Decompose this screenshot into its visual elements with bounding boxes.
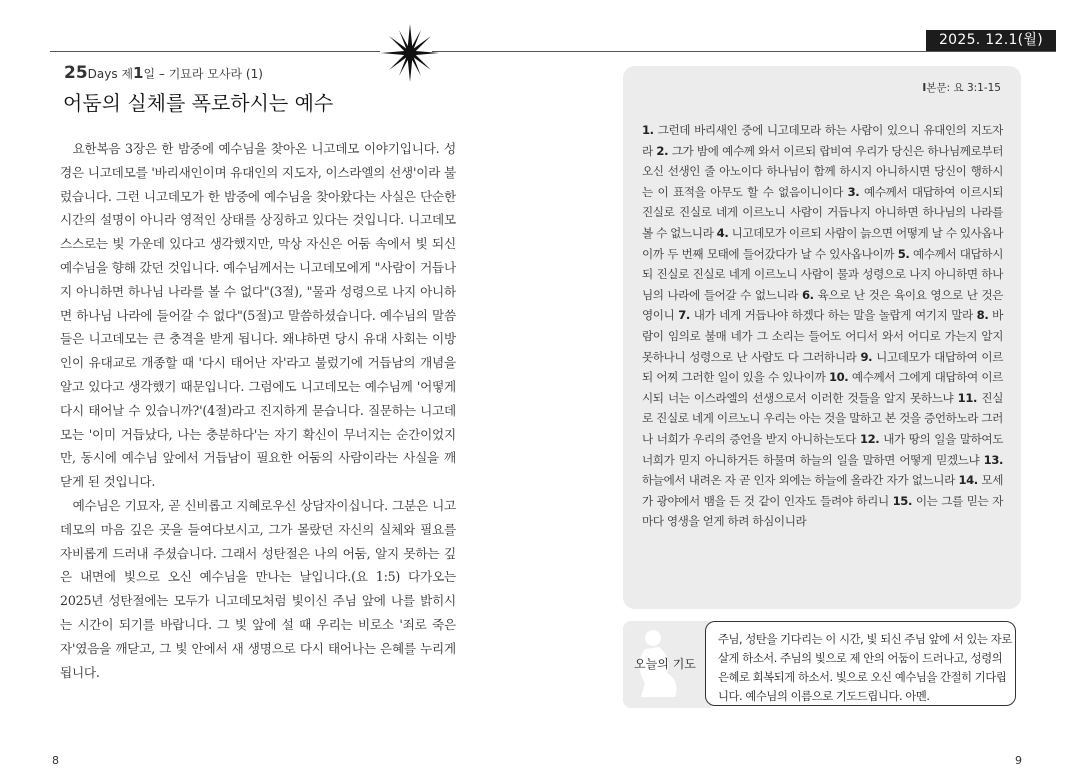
star-ornament-icon [381,24,439,82]
verse-text: 하늘에서 내려온 자 곧 인자 외에는 하늘에 올라간 자가 없느니라 [642,473,959,488]
chapter-prefix: 제 [121,67,134,81]
body-paragraph-2: 예수님은 기묘자, 곧 신비롭고 지혜로우신 상담자이십니다. 그분은 니고데모의 마음 깊은 곳을 들여다보시고, 그가 몰랐던 자신의 실체와 필요를 자비롭게 드러내 주셨습니다. 그래서 성탄절은 나의 어둠, 알지 못하는 깊은 내면에 빛으로 오신 예수님을 만나는 날입니다.(요 1:5) 다가오는 2025년 성탄절에는 모두가 니고데모처럼 빛이신 주님 앞에 나를 밝히시는 시간이 되기를 바랍니다. 그 빛 앞에 설 때 우리는 비로소 '죄로 죽은 자'였음을 깨닫고, 그 빛 안에서 새 생명으로 다시 태어나는 은혜를 누리게 됩니다. [60,497,456,680]
verse-number: 3. [847,184,860,199]
verse-number: 8. [976,308,989,323]
verse-text: 바람이 임의로 불매 네가 그 소리는 들어도 어디서 와서 어디로 가는지 알지 못하나니 성령으로 난 사람도 다 그러하니라 [642,308,1003,364]
prayer-label-box [623,621,711,708]
day-label [64,63,263,83]
verse-number: 12. [859,431,880,446]
chapter-suffix: 일 – 기묘라 모사라 (1) [143,67,263,81]
verse-number: 13. [983,452,1003,467]
verse-number: 7. [678,308,690,323]
reference-text: 본문: 요 3:1-15 [926,82,1001,94]
verse-text: 니고데모가 이르되 사람이 늙으면 어떻게 날 수 있사옵나이까 두 번째 모태에 들어갔다가 날 수 있사옵나이까 [642,225,1004,261]
verse-text: 예수께서 대답하시되 진실로 진실로 네게 이르노니 사람이 물과 성령으로 나지 아니하면 하나님의 나라에 들어갈 수 없느니라 [642,246,1003,302]
verse-number: 10. [828,370,849,385]
top-rule-right [432,51,1056,52]
day-number: 25 [64,63,88,83]
verse-text: 모세가 광야에서 뱀을 든 것 같이 인자도 들려야 하리니 [642,473,1003,508]
reference-marker: I [922,82,927,94]
date-badge: 2025. 12.1(월) [926,30,1056,51]
verse-text: 진실로 진실로 네게 이르노니 우리는 아는 것을 말하고 본 것을 증언하노라 그러나 너희가 우리의 증언을 받지 아니하는도다 [642,390,1003,446]
prayer-text: 주님, 성탄을 기다리는 이 시간, 빛 되신 주님 앞에 서 있는 자로 살게 하소서. 주님의 빛으로 제 안의 어둠이 드러나고, 성령의 은혜로 회복되게 하소서. 빛으로 오신 예수님을 간절히 기다립니다. 예수님의 이름으로 기도드립니다. 아멘. [718,633,1012,703]
chapter-number: 1 [133,64,144,82]
prayer-label: 오늘의 기도 [634,657,696,671]
verse-number: 6. [801,287,814,302]
verse-number: 2. [656,143,669,158]
page-number-right: 9 [1015,754,1022,767]
top-rule-left [50,51,380,52]
scripture-text [642,120,1003,532]
page-number-left: 8 [52,754,59,767]
verse-number: 9. [860,349,873,364]
verse-number: 15. [892,493,912,508]
verse-text: 이는 그를 믿는 자마다 영생을 얻게 하려 하심이니라 [642,493,1003,529]
verse-text: 육으로 난 것은 육이요 영으로 난 것은 영이니 [642,287,1003,323]
body-paragraph-1: 요한복음 3장은 한 밤중에 예수님을 찾아온 니고데모 이야기입니다. 성경은 니고데모를 '바리새인이며 유대인의 지도자, 이스라엘의 선생'이라 불렀습니다. 그런 니고데모가 한 밤중에 예수님을 찾아왔다는 사실은 단순한 시간의 설명이 아니라 영적인 상태를 상징하고 있다는 것입니다. 니고데모 스스로는 빛 가운데 있다고 생각했지만, 막상 자신은 어둠 속에서 빛 되신 예수님을 향해 갔던 것입니다. 예수님께서는 니고데모에게 "사람이 거듭나지 아니하면 하나님 나라를 볼 수 없다"(3절), "물과 성령으로 나지 아니하면 하나님 나라에 들어갈 수 없다"(5절)고 말씀하셨습니다. 예수님의 말씀들은 니고데모는 큰 충격을 받게 됩니다. 왜냐하면 당시 유대 사회는 이방인이 유대교로 개종할 때 '다시 태어난 자'라고 불렀기에 거듭남의 개념을 알고 있다고 생각했기 때문입니다. 그럼에도 니고데모는 예수님께 '어떻게 다시 태어날 수 있습니까?'(4절)라고 진지하게 묻습니다. 질문하는 니고데모는 '이미 거듭났다, 나는 충분하다'는 자기 확신이 무너지는 순간이었지만, 동시에 예수님 앞에서 거듭남이 필요한 어둠의 사람이라는 사실을 깨닫게 된 것입니다. [60,141,456,490]
verse-number: 1. [642,123,654,137]
prayer-card [705,621,1016,706]
scripture-reference [922,80,1001,95]
verse-number: 14. [958,473,978,488]
verse-text: 니고데모가 대답하여 이르되 어찌 그러한 일이 있을 수 있나이까 [642,349,1003,385]
verse-number: 5. [897,246,910,261]
verse-text: 예수께서 대답하여 이르시되 진실로 진실로 네게 이르노니 사람이 거듭나지 아니하면 하나님의 나라를 볼 수 없느니라 [642,184,1003,240]
day-unit: Days [87,67,118,81]
verse-number: 11. [957,390,978,405]
verse-text: 내가 땅의 일을 말하여도 너희가 믿지 아니하거든 하물며 하늘의 일을 말하면 어떻게 믿겠느냐 [642,431,1004,467]
verse-text: 그가 밤에 예수께 와서 이르되 랍비여 우리가 당신은 하나님께로부터 오신 선생인 줄 아노이다 하나님이 함께 하시지 아니하시면 당신이 행하시는 이 표적을 아무도 할 수 없음이니이다 [642,143,1003,199]
verse-number: 4. [716,225,729,240]
verse-text: 그런데 바리새인 중에 니고데모라 하는 사람이 있으니 유대인의 지도자라 [642,123,1003,158]
verse-text: 예수께서 그에게 대답하여 이르시되 너는 이스라엘의 선생으로서 이러한 것들을 알지 못하느냐 [642,370,1003,405]
devotional-body [60,137,456,684]
page-title: 어둠의 실체를 폭로하시는 예수 [63,91,334,115]
verse-text: 내가 네게 거듭나야 하겠다 하는 말을 놀랍게 여기지 말라 [693,308,977,323]
scripture-box [623,66,1021,609]
